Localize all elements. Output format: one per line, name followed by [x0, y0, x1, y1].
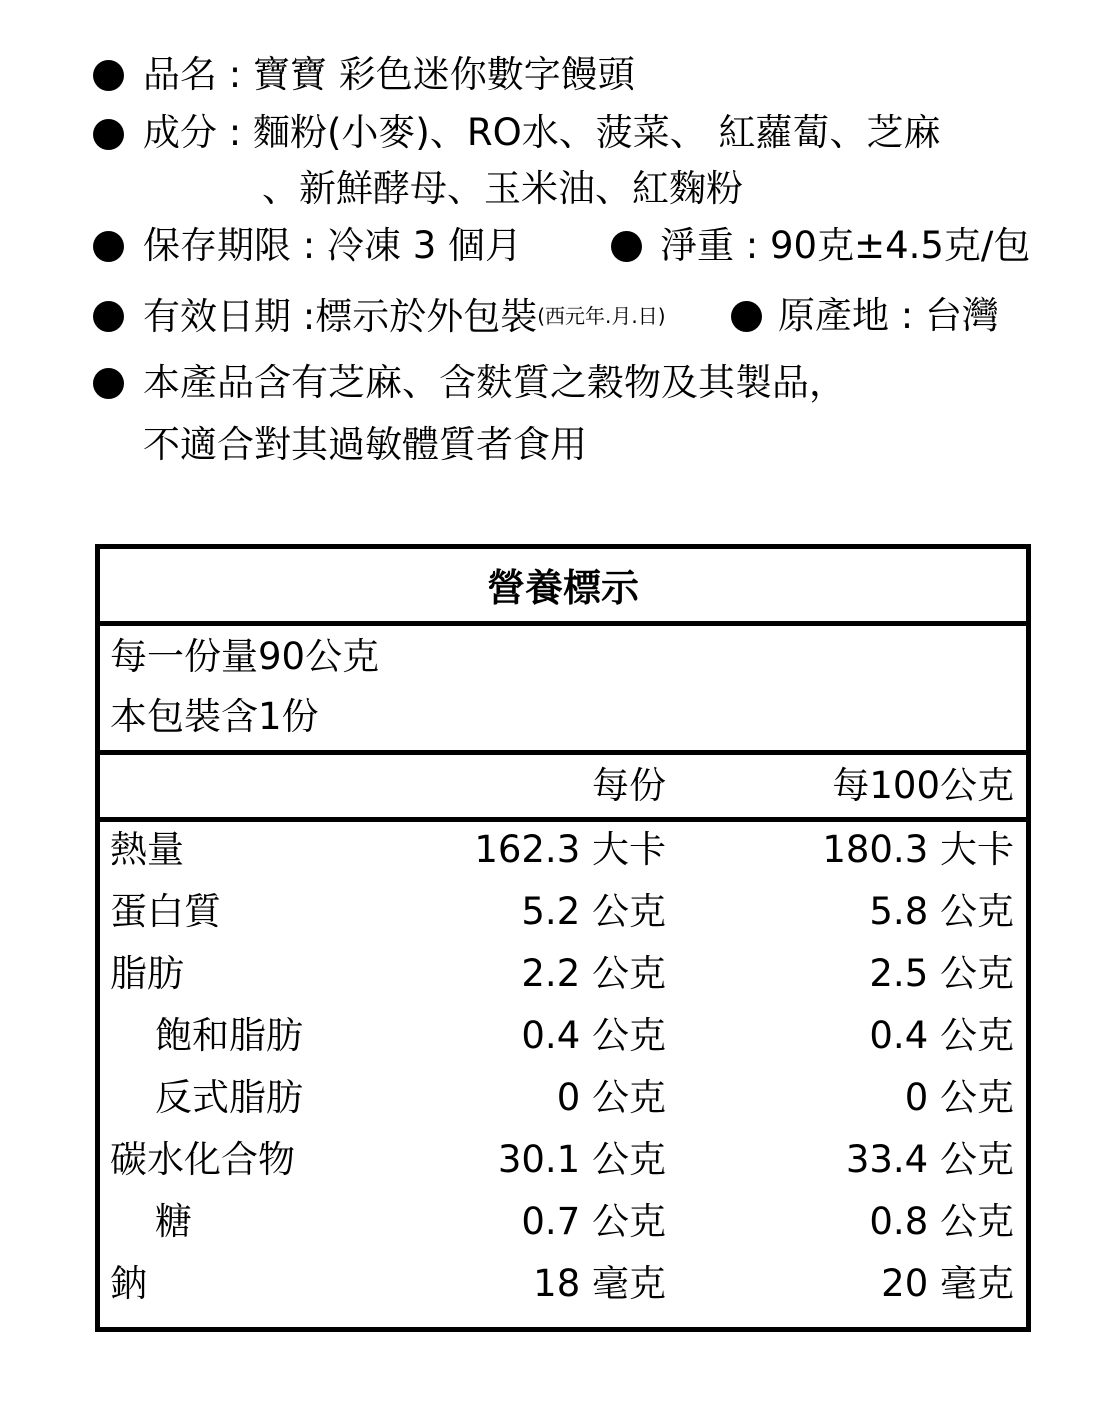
shelf-life: 保存期限 : 冷凍 3 個月	[143, 224, 523, 267]
nutrient-per-serving: 0 公克	[556, 1076, 666, 1119]
allergen-line-1: 本產品含有芝麻、含麩質之穀物及其製品，	[143, 361, 846, 404]
bullet-icon	[611, 231, 642, 262]
nutrient-name: 蛋白質	[110, 890, 221, 933]
nutrient-per-100g: 33.4 公克	[845, 1138, 1014, 1181]
nutrient-per-serving: 18 毫克	[533, 1262, 666, 1305]
ingredients-line-2: 、新鮮酵母、玉米油、紅麴粉	[262, 167, 743, 210]
serving-size: 每一份量90公克	[110, 635, 380, 678]
column-header-per-serving: 每份	[592, 764, 666, 807]
bullet-icon	[93, 60, 124, 91]
ingredients-line-1: 成分 : 麵粉(小麥)、RO水、菠菜、 紅蘿蔔、芝麻	[143, 111, 941, 154]
nutrient-name: 脂肪	[110, 952, 184, 995]
nutrient-per-serving: 0.7 公克	[521, 1200, 666, 1243]
nutrient-per-100g: 2.5 公克	[869, 952, 1014, 995]
product-name: 品名 : 寶寶 彩色迷你數字饅頭	[143, 53, 635, 96]
origin: 原產地 : 台灣	[778, 294, 999, 337]
nutrient-per-100g: 20 毫克	[881, 1262, 1014, 1305]
nutrient-per-100g: 0 公克	[904, 1076, 1014, 1119]
nutrient-per-serving: 162.3 大卡	[474, 828, 666, 871]
divider	[100, 817, 1026, 822]
expiry-date	[143, 291, 666, 342]
expiry-label: 有效日期 :標示於外包裝	[143, 295, 538, 338]
nutrition-title: 營養標示	[486, 566, 639, 610]
nutrient-per-serving: 30.1 公克	[497, 1138, 666, 1181]
expiry-format-note: (西元年.月.日)	[537, 304, 666, 328]
net-weight: 淨重 : 90克±4.5克/包	[660, 224, 1031, 267]
divider	[100, 750, 1026, 755]
allergen-line-2: 不適合對其過敏體質者食用	[143, 423, 587, 466]
servings-per-package: 本包裝含1份	[110, 695, 319, 738]
nutrient-name: 糖	[155, 1200, 192, 1243]
nutrient-per-serving: 2.2 公克	[521, 952, 666, 995]
nutrient-name: 熱量	[110, 828, 184, 871]
bullet-icon	[731, 301, 762, 332]
nutrient-name: 鈉	[110, 1262, 147, 1305]
divider	[100, 621, 1026, 626]
bullet-icon	[93, 368, 124, 399]
nutrition-table	[95, 544, 1031, 1332]
nutrient-per-100g: 180.3 大卡	[822, 828, 1014, 871]
bullet-icon	[93, 231, 124, 262]
nutrient-per-serving: 5.2 公克	[521, 890, 666, 933]
column-header-per-100g: 每100公克	[832, 764, 1014, 807]
nutrient-name: 飽和脂肪	[155, 1014, 303, 1057]
nutrient-per-100g: 5.8 公克	[869, 890, 1014, 933]
nutrient-per-serving: 0.4 公克	[521, 1014, 666, 1057]
nutrient-name: 碳水化合物	[110, 1138, 295, 1181]
bullet-icon	[93, 301, 124, 332]
nutrient-per-100g: 0.4 公克	[869, 1014, 1014, 1057]
bullet-icon	[93, 119, 124, 150]
nutrient-per-100g: 0.8 公克	[869, 1200, 1014, 1243]
nutrient-name: 反式脂肪	[155, 1076, 303, 1119]
